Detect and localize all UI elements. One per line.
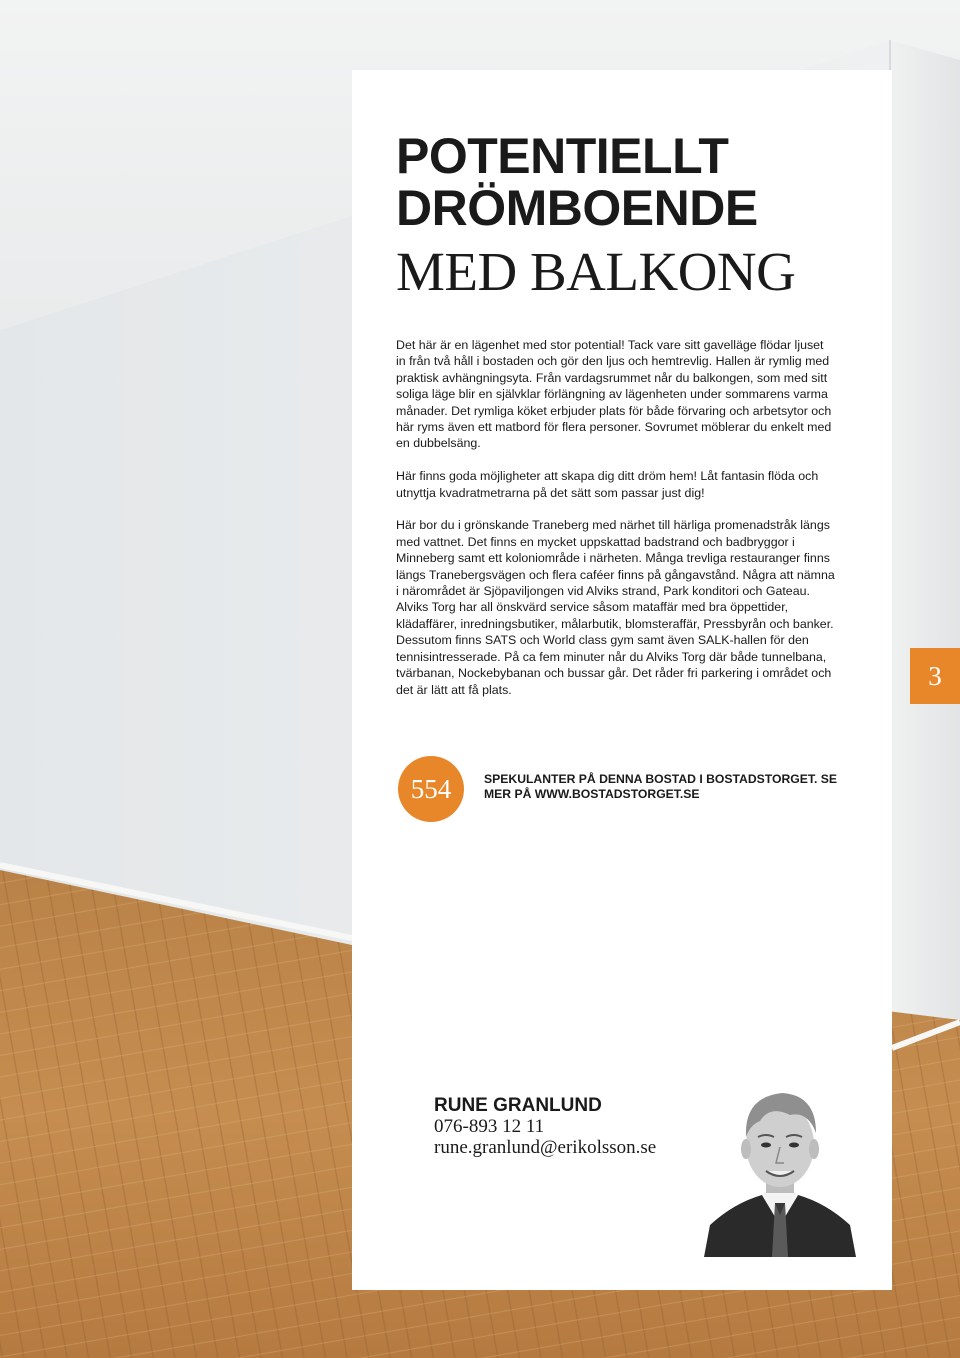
agent-email[interactable]: rune.granlund@erikolsson.se: [434, 1137, 657, 1158]
headline-line-2: DRÖMBOENDE: [396, 180, 758, 236]
headline-sans: [396, 130, 758, 234]
headline-serif: MED BALKONG: [396, 241, 796, 302]
agent-portrait: [704, 1075, 856, 1257]
agent-phone[interactable]: 076-893 12 11: [434, 1116, 545, 1137]
paragraph-apartment: Det här är en lägenhet med stor potential! Tack vare sitt gavelläge flödar ljuset in från två håll i bostaden och gör den ljus och hemtrevlig. Hallen är rymlig med praktisk avhängningsyta. Från vardagsrummet når du balkongen, som med sitt soliga läge blir en självklar förlängning av lägenheten under sommarens varma månader. Det rymliga köket erbjuder plats för både förvaring och arbetsytor och här ryms även ett matbord för flera personer. Sovrumet möblerar du enkelt med en dubbelsäng.: [396, 338, 832, 451]
interest-callout: SPEKULANTER PÅ DENNA BOSTAD I BOSTADSTORGET. SE MER PÅ WWW.BOSTADSTORGET.SE: [484, 772, 838, 801]
paragraph-potential: Här finns goda möjligheter att skapa dig ditt dröm hem! Låt fantasin flöda och utnyttja kvadratmetrarna på det sätt som passar just dig!: [396, 469, 819, 500]
agent-name: RUNE GRANLUND: [434, 1095, 602, 1116]
description-text: [396, 337, 836, 714]
headline-line-1: POTENTIELLT: [396, 128, 729, 184]
content-panel: [352, 70, 892, 1290]
paragraph-neighborhood: Här bor du i grönskande Traneberg med närhet till härliga promenadstråk längs med vattnet. Det finns en mycket uppskattad badstrand och badbryggor i Minneberg samt ett koloniområde i närheten. Många trevliga restauranger finns längs Tranebergsvägen och flera caféer finns på gångavstånd. Några att nämna i närområdet är Sjöpaviljongen vid Alviks strand, Park konditori och Gateau. Alviks Torg har all önskvärd service såsom mataffär med bra öppettider, klädaffärer, inredningsbutiker, målarbutik, blomsteraffär, Pressbyrån och banker. Dessutom finns SATS och World class gym samt även SALK-hallen för den tennisintresserade. På ca fem minuter når du Alviks Torg där både tunnelbana, tvärbanan, Nockebybanan och bussar går. Det råder fri parkering i området och det är lätt att få plats.: [396, 518, 835, 697]
page-number-tab: 3: [910, 648, 960, 704]
interest-count-badge: 554: [398, 756, 464, 822]
